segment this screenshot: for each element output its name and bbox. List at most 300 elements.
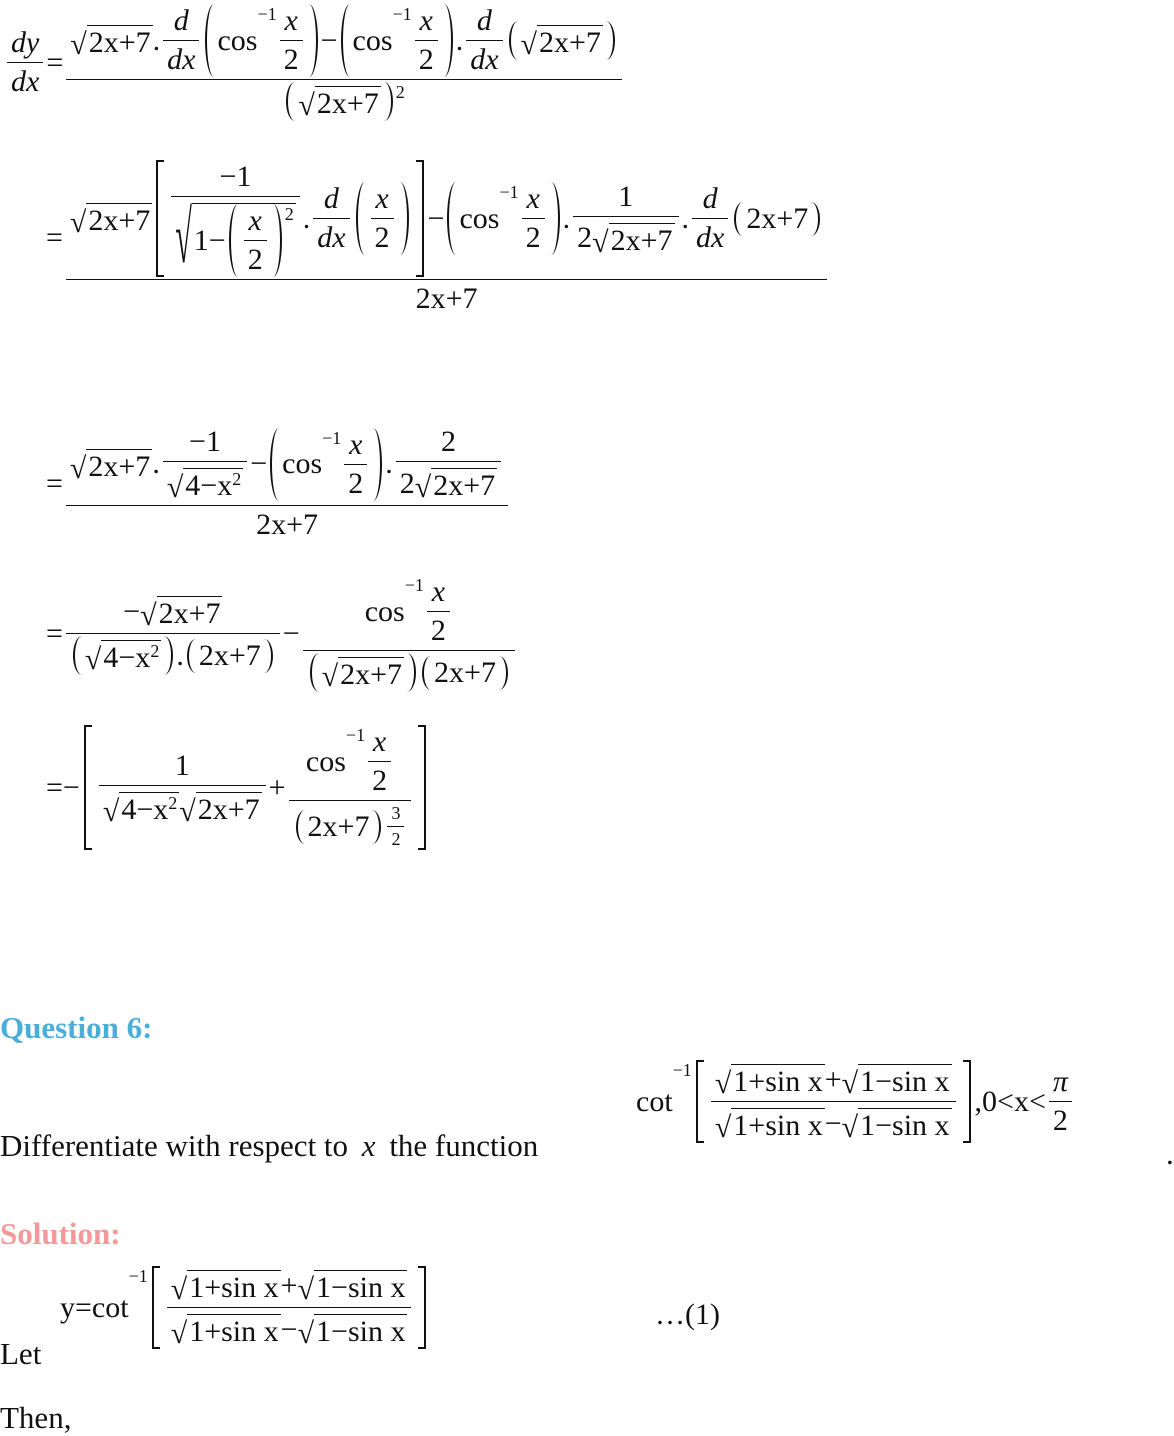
radical-sign-icon: √ [102, 794, 120, 828]
math-text: x [284, 4, 298, 37]
fraction [396, 425, 501, 503]
parentheses [353, 182, 412, 255]
brackets [692, 1060, 975, 1143]
radical-sign-icon: √ [84, 643, 102, 676]
fraction [163, 425, 247, 503]
math-text: 1+sin x [733, 1109, 823, 1142]
math-text: cos [282, 447, 323, 480]
math-text: cos [352, 23, 393, 57]
math-group [46, 575, 518, 692]
radicand [731, 1064, 824, 1099]
math-text: . [152, 447, 160, 480]
math-text: −1 [404, 575, 424, 595]
fraction [387, 803, 404, 850]
math-text: d [173, 4, 189, 37]
math-group [400, 464, 497, 503]
numerator [171, 749, 194, 785]
math-group [46, 725, 430, 850]
math-text: 2 [150, 641, 160, 661]
radical-sign-icon: √ [170, 1273, 188, 1306]
parentheses [267, 428, 385, 501]
equation-1 [4, 4, 625, 121]
math-text: 4−x [103, 641, 151, 674]
math-text: 2 [1052, 1104, 1068, 1137]
denominator [289, 800, 412, 850]
right-paren-icon [273, 204, 282, 277]
math-text: −1 [392, 4, 412, 24]
denominator [466, 40, 502, 77]
math-text: −1 [219, 160, 252, 193]
numerator [185, 425, 225, 461]
equation-number: …(1) [655, 1298, 720, 1331]
denominator [280, 40, 303, 77]
denominator [313, 218, 349, 255]
numerator [119, 592, 226, 633]
math-text: − [320, 23, 338, 57]
denominator [427, 611, 450, 648]
math-text: = [46, 221, 63, 254]
math-text: dx [167, 43, 196, 76]
math-text: x [375, 182, 389, 215]
math-text: − [427, 201, 445, 235]
math-group [46, 425, 511, 542]
math-text: 4−x [185, 469, 233, 502]
radicand [537, 25, 603, 60]
math-text: 2x+7 [88, 204, 151, 237]
left-paren-icon [270, 428, 279, 501]
math-text: 2x+7 [415, 282, 478, 315]
math-group [368, 182, 397, 255]
math-group [70, 636, 276, 675]
numerator [522, 182, 543, 218]
math-text: dx [11, 65, 40, 98]
fraction [415, 4, 438, 77]
math-text: x [431, 575, 446, 608]
math-text: −1 [189, 425, 221, 458]
left-paren-icon [286, 82, 295, 121]
numerator [66, 160, 827, 279]
radical-sign-icon: √ [69, 451, 87, 485]
denominator [66, 79, 622, 121]
parentheses [202, 4, 320, 77]
denominator [244, 240, 267, 277]
fraction [427, 575, 450, 648]
denominator [711, 1101, 956, 1143]
radicand [119, 792, 179, 827]
square-root [415, 464, 497, 503]
fraction [163, 4, 199, 77]
math-text: 2 [232, 469, 242, 489]
math-group [103, 641, 159, 675]
square-root [592, 219, 674, 258]
math-text: 2 [372, 764, 388, 797]
math-text: x [372, 725, 387, 758]
fraction [522, 182, 545, 255]
math-group [96, 725, 415, 850]
math-group [194, 204, 294, 277]
radicand [338, 657, 404, 692]
parentheses [226, 204, 285, 277]
math-group [365, 575, 453, 648]
question-text-before: Differentiate with respect to [0, 1128, 349, 1163]
left-paren-icon [296, 810, 305, 844]
fraction [313, 182, 349, 255]
parentheses [731, 202, 823, 236]
superscript [232, 469, 241, 490]
radicand [858, 1108, 951, 1143]
math-text: . [455, 23, 464, 57]
math-group [577, 219, 674, 258]
radicand [314, 1270, 407, 1305]
parentheses [184, 639, 276, 673]
square-root [715, 1104, 825, 1143]
math-text: d [476, 4, 492, 37]
radicand [187, 1270, 280, 1305]
numerator [371, 182, 392, 218]
fraction [66, 592, 280, 675]
math-group [103, 788, 262, 827]
math-text: dy [11, 26, 40, 59]
then-label: Then, [0, 1400, 72, 1435]
square-root [322, 653, 404, 692]
denominator [7, 62, 43, 99]
parentheses [307, 653, 419, 692]
fraction [99, 749, 266, 827]
question-heading: Question 6: [0, 1010, 153, 1045]
superscript [129, 1266, 148, 1287]
math-text: 2x+7 [610, 223, 673, 257]
fraction [344, 428, 367, 501]
right-bracket-icon [418, 1266, 426, 1349]
radical-sign-icon: √ [520, 28, 537, 61]
left-paren-icon [447, 182, 456, 255]
math-text: 4−x [121, 792, 169, 826]
square-root [70, 199, 152, 238]
left-paren-icon [734, 202, 743, 236]
math-text: 1−sin x [860, 1109, 950, 1142]
solution-heading: Solution: [0, 1216, 121, 1251]
math-group [293, 803, 408, 850]
math-group [171, 1266, 408, 1305]
right-paren-icon [372, 810, 381, 844]
square-root [171, 1310, 281, 1349]
radicand [192, 203, 296, 277]
fraction [167, 1266, 412, 1349]
math-text: 2x+7 [316, 87, 379, 120]
fraction [368, 725, 391, 798]
radicand [101, 640, 161, 675]
superscript [499, 182, 518, 203]
square-root [140, 592, 222, 631]
math-text: 1+sin x [733, 1065, 823, 1098]
radical-sign-icon: √ [841, 1067, 859, 1100]
math-group [322, 653, 404, 692]
square-root [298, 1310, 408, 1349]
math-group [217, 4, 305, 77]
right-paren-icon [499, 656, 508, 690]
parentheses [293, 810, 385, 844]
radicand [157, 596, 223, 631]
radical-sign-icon: √ [175, 197, 192, 280]
superscript [673, 1060, 692, 1081]
math-text: 2x+7 [197, 792, 260, 826]
square-root [179, 788, 261, 827]
square-root [842, 1060, 952, 1099]
question-variable: x [361, 1128, 376, 1163]
numerator [320, 182, 343, 218]
fraction [1049, 1065, 1072, 1138]
radicand [86, 203, 152, 238]
math-text: d [323, 182, 339, 215]
left-paren-icon [310, 653, 319, 692]
radicand [314, 1314, 407, 1349]
parentheses [338, 4, 456, 77]
let-label: Let [0, 1336, 42, 1371]
denominator [66, 633, 280, 675]
fraction [692, 182, 728, 255]
math-text: . [562, 201, 571, 235]
math-group [459, 182, 547, 255]
math-text: = [46, 466, 63, 500]
numerator [216, 160, 256, 196]
denominator [303, 650, 515, 692]
left-paren-icon [422, 656, 431, 690]
denominator [99, 785, 266, 827]
math-text: 2 [284, 204, 294, 224]
math-text: 2 [348, 466, 364, 500]
right-paren-icon [444, 4, 453, 77]
math-text: cot [636, 1084, 673, 1118]
math-text: = [46, 770, 63, 804]
math-group [306, 725, 394, 798]
math-text: 1−sin x [860, 1065, 950, 1098]
fraction [244, 204, 267, 277]
denominator [396, 461, 501, 503]
left-paren-icon [341, 4, 350, 77]
math-group [46, 160, 830, 316]
numerator [361, 575, 457, 650]
math-text: −1 [257, 4, 277, 24]
math-text: . [385, 447, 393, 480]
denominator [387, 826, 404, 850]
solution-formula [60, 1266, 430, 1349]
numerator [1049, 1065, 1072, 1101]
fraction [711, 1060, 956, 1143]
superscript [384, 803, 407, 850]
superscript [393, 4, 412, 25]
radical-sign-icon: √ [297, 1273, 315, 1306]
math-text: 1−sin x [316, 1315, 406, 1348]
denominator [163, 461, 247, 503]
math-text: 2 [418, 43, 434, 76]
superscript [346, 725, 365, 746]
equation-2 [46, 160, 830, 316]
math-group [70, 4, 618, 77]
left-bracket-icon [696, 1060, 704, 1143]
right-paren-icon [384, 82, 393, 121]
radical-sign-icon: √ [714, 1111, 732, 1144]
denominator [66, 279, 827, 316]
math-text: − [250, 447, 268, 480]
math-text: cos [217, 23, 258, 57]
radicand [86, 449, 152, 484]
math-text: −1 [672, 1060, 692, 1080]
radicand [731, 1108, 824, 1143]
math-text: 2x+7 [539, 26, 601, 59]
radical-sign-icon: √ [841, 1111, 859, 1144]
radicand [87, 25, 153, 60]
right-paren-icon [373, 428, 382, 501]
radicand [431, 468, 497, 503]
denominator [692, 218, 728, 255]
math-text: 2 [168, 792, 178, 813]
radical-sign-icon: √ [321, 660, 339, 693]
denominator [66, 505, 508, 542]
parentheses [283, 82, 395, 121]
parentheses [506, 21, 618, 60]
math-text: − [62, 770, 80, 804]
math-text: dx [696, 221, 725, 254]
math-text: −1 [345, 725, 366, 745]
radicand [187, 1314, 280, 1349]
math-text: 2 [525, 221, 541, 254]
equation-3 [46, 425, 511, 542]
superscript [285, 204, 294, 225]
numerator [614, 180, 637, 216]
math-text: dx [470, 43, 499, 76]
superscript [396, 82, 405, 103]
math-text: 1−sin x [316, 1271, 406, 1304]
numerator [345, 428, 366, 464]
radical-sign-icon: √ [69, 206, 87, 239]
math-text: 2 [430, 614, 446, 647]
denominator [415, 40, 438, 77]
math-text: −1 [128, 1266, 148, 1286]
math-group [307, 653, 511, 692]
equation-4 [46, 575, 518, 692]
math-text: 2x+7 [198, 638, 261, 672]
brackets [148, 1266, 431, 1349]
math-group [171, 1310, 408, 1349]
math-group [168, 160, 411, 280]
math-group [185, 469, 241, 503]
denominator [163, 40, 199, 77]
numerator [473, 4, 496, 40]
fraction [280, 4, 303, 77]
math-text: . [681, 201, 689, 235]
denominator [522, 218, 545, 255]
math-text: 1− [193, 223, 226, 257]
numerator [699, 182, 722, 218]
numerator [7, 26, 43, 62]
parentheses [419, 656, 511, 690]
right-paren-icon [164, 636, 173, 675]
square-root [298, 1266, 408, 1305]
question-text-after: the function [389, 1128, 539, 1163]
math-text: 2 [440, 425, 456, 458]
denominator [368, 761, 391, 798]
math-text: d [702, 182, 718, 215]
numerator [428, 575, 449, 611]
equation-5 [46, 725, 430, 850]
math-group [708, 1060, 959, 1143]
math-text: 2 [247, 243, 263, 276]
fraction [66, 160, 827, 316]
math-group [715, 1060, 952, 1099]
right-bracket-icon [418, 725, 426, 850]
math-group [69, 160, 823, 280]
math-text: 2 [283, 43, 299, 76]
math-group [4, 4, 625, 121]
radicand [183, 468, 243, 503]
fraction [466, 4, 502, 77]
numerator [170, 4, 193, 40]
radical-sign-icon: √ [297, 1317, 315, 1350]
numerator [245, 204, 266, 240]
numerator [280, 4, 301, 40]
math-text: ,0<x< [974, 1084, 1046, 1118]
numerator [711, 1060, 956, 1101]
brackets [152, 160, 427, 280]
radicand [609, 223, 675, 258]
math-text: 2 [399, 466, 415, 500]
right-paren-icon [264, 639, 273, 673]
math-text: . [176, 638, 184, 672]
square-root [175, 197, 295, 280]
math-group [70, 425, 504, 503]
math-group [715, 1104, 952, 1143]
math-text: − [280, 1312, 298, 1346]
numerator [66, 4, 622, 79]
square-root [70, 445, 152, 484]
numerator [437, 425, 460, 461]
math-text: π [1052, 1065, 1068, 1098]
numerator [302, 725, 398, 800]
math-text: 2x+7 [746, 201, 809, 235]
fraction [66, 425, 508, 542]
brackets [80, 725, 431, 850]
square-root [298, 82, 380, 121]
math-text: x [248, 204, 262, 237]
fraction [171, 160, 299, 280]
math-text: dx [317, 221, 346, 254]
right-paren-icon [309, 4, 318, 77]
math-text: = [46, 45, 64, 79]
right-paren-icon [811, 202, 820, 236]
fraction [303, 575, 515, 692]
parentheses [444, 182, 562, 255]
radical-sign-icon: √ [70, 28, 87, 61]
question-function [636, 1060, 1075, 1143]
denominator [344, 464, 367, 501]
left-paren-icon [187, 639, 196, 673]
math-group [636, 1060, 1075, 1143]
left-paren-icon [509, 21, 518, 60]
math-text: + [824, 1062, 842, 1096]
math-text: x [419, 4, 433, 37]
math-text: 2x+7 [88, 449, 151, 483]
fraction [7, 26, 43, 99]
math-text: y=cot [60, 1290, 129, 1324]
math-text: cos [305, 744, 346, 778]
left-paren-icon [73, 636, 82, 675]
parentheses [70, 636, 176, 675]
radical-sign-icon: √ [170, 1317, 188, 1350]
superscript [322, 428, 341, 449]
math-group [282, 428, 370, 501]
math-text: + [268, 770, 286, 804]
radical-sign-icon: √ [592, 225, 609, 259]
